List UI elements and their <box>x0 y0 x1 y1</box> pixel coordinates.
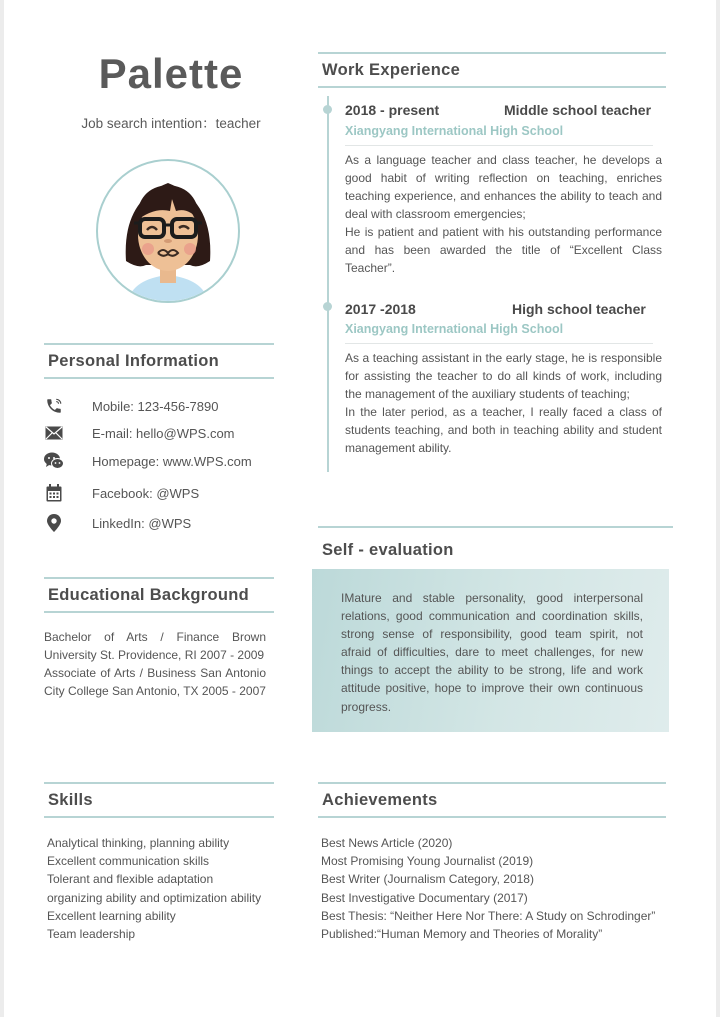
avatar-illustration-icon <box>98 161 238 301</box>
work-timeline-line <box>327 96 329 472</box>
section-header-self-evaluation: Self - evaluation <box>322 541 454 559</box>
job-description-paragraph: As a language teacher and class teacher, he develops a good habit of writing reflection on teaching, enriches teaching experience, and enhances the ability to teach and deal with classroom emergencies; <box>345 153 662 221</box>
education-list <box>44 628 266 700</box>
mail-icon <box>44 424 64 442</box>
contact-facebook <box>44 483 200 503</box>
section-rule <box>318 526 673 528</box>
contact-email <box>44 423 235 443</box>
job-date: 2018 - present <box>345 102 440 118</box>
job-divider <box>345 343 653 344</box>
section-header-work-experience: Work Experience <box>318 52 666 88</box>
section-header-educational-background: Educational Background <box>44 577 274 613</box>
skill-item: Tolerant and flexible adaptation <box>47 872 214 887</box>
phone-icon <box>44 397 64 415</box>
candidate-name: Palette <box>98 50 244 97</box>
self-evaluation-text: IMature and stable personality, good interpersonal relations, good communication and coordination skills, strong sense of responsibility, good team spirit, not afraid of difficulties, dare to meet challenges, for new things to accept the ability to be strong, life and work attitude positive, hope to improve their own continuous progress. <box>341 591 643 714</box>
skill-item: Team leadership <box>47 927 136 942</box>
contact-linkedin-text: LinkedIn: @WPS <box>92 515 192 531</box>
achievement-item: Published:“Human Memory and Theories of Morality” <box>321 927 603 942</box>
section-header-skills: Skills <box>44 782 274 818</box>
contact-mobile <box>44 396 219 416</box>
calendar-icon <box>44 484 64 502</box>
achievement-item: Most Promising Young Journalist (2019) <box>321 854 534 869</box>
job-school: Xiangyang International High School <box>345 322 564 336</box>
achievements-list <box>321 834 655 943</box>
job-description-paragraph: In the later period, as a teacher, I really faced a class of students teaching, and both in teaching ability and student management ability. <box>345 405 662 455</box>
skill-item: Excellent communication skills <box>47 854 210 869</box>
contact-facebook-text: Facebook: @WPS <box>92 485 200 501</box>
job-school: Xiangyang International High School <box>345 124 564 138</box>
achievement-item: Best Investigative Documentary (2017) <box>321 890 528 905</box>
contact-email-text: E-mail: hello@WPS.com <box>92 425 235 441</box>
job-description-paragraph: He is patient and patient with his outstanding performance and has been awarded the title of “Excellent Class Teacher”. <box>345 225 662 275</box>
achievement-item: Best Writer (Journalism Category, 2018) <box>321 872 534 887</box>
job-description <box>345 151 662 277</box>
skill-item: Analytical thinking, planning ability <box>47 836 230 850</box>
job-description-paragraph: As a teaching assistant in the early stage, he is responsible for assisting the teacher to do all kinds of work, including the management of the auxiliary students of teaching; <box>345 351 662 401</box>
skill-item: organizing ability and optimization ability <box>47 890 262 905</box>
job-title: High school teacher <box>512 301 646 317</box>
achievement-item: Best News Article (2020) <box>321 836 453 850</box>
skill-item: Excellent learning ability <box>47 908 176 923</box>
job-date: 2017 -2018 <box>345 301 416 317</box>
contact-mobile-text: Mobile: 123-456-7890 <box>92 398 219 414</box>
contact-homepage-text: Homepage: www.WPS.com <box>92 453 252 469</box>
contact-homepage <box>44 451 252 471</box>
achievement-item: Best Thesis: “Neither Here Nor There: A Study on Schrodinger” <box>321 908 656 923</box>
skills-list <box>47 834 261 943</box>
job-title: Middle school teacher <box>504 102 652 118</box>
avatar <box>96 159 240 303</box>
job-description <box>345 349 662 457</box>
chat-icon <box>44 452 64 470</box>
section-header-achievements: Achievements <box>318 782 666 818</box>
job-intention: Job search intention：teacher <box>81 116 261 131</box>
job-divider <box>345 145 653 146</box>
education-entry: Bachelor of Arts / Finance Brown University St. Providence, RI 2007 - 2009 <box>44 630 266 662</box>
timeline-dot <box>323 302 332 311</box>
timeline-dot <box>323 105 332 114</box>
section-header-personal-information: Personal Information <box>44 343 274 379</box>
education-entry: Associate of Arts / Business San Antonio City College San Antonio, TX 2005 - 2007 <box>44 666 266 698</box>
contact-linkedin <box>44 513 192 533</box>
location-pin-icon <box>44 514 64 532</box>
